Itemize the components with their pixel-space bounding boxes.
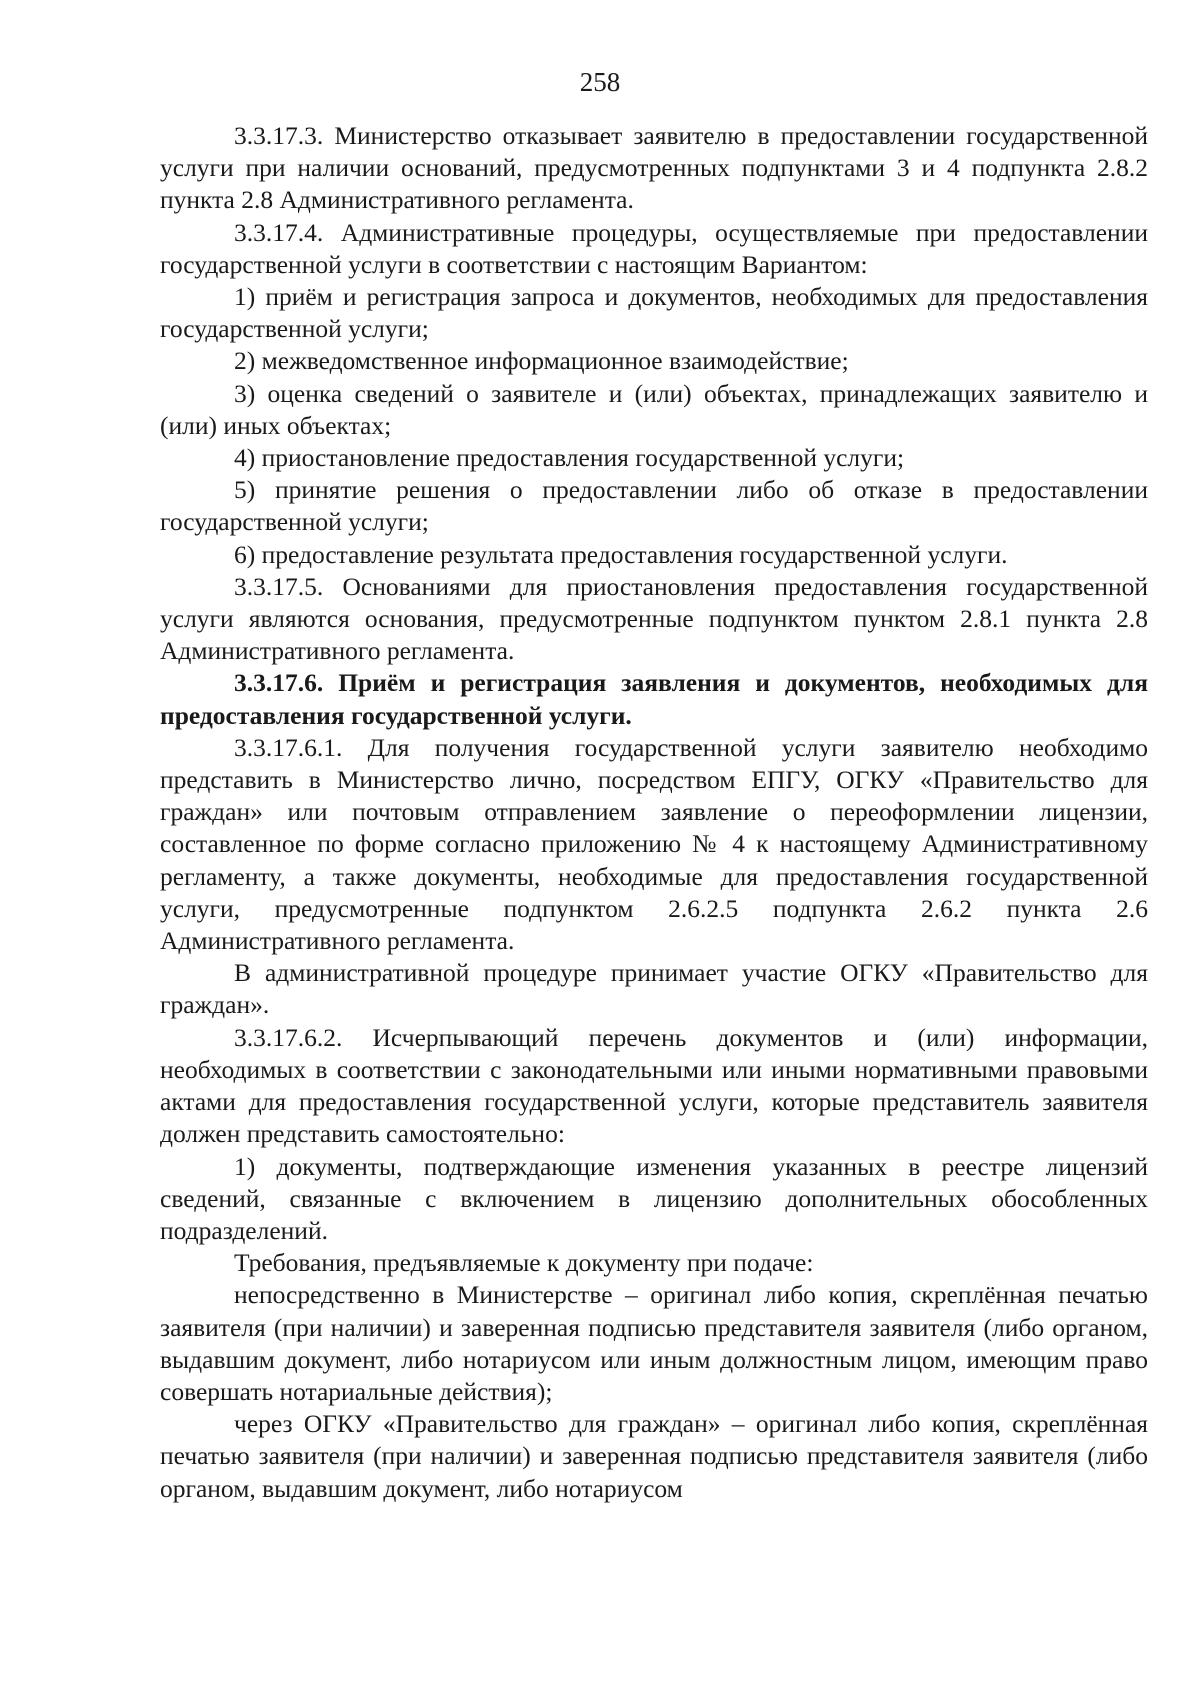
list-item-5: 5) принятие решения о предоставлении либо об отказе в предоставлении государственной услуги; — [160, 475, 1148, 537]
requirements-heading: Требования, предъявляемые к документу при подаче: — [234, 1248, 814, 1278]
list-item-3: 3) оценка сведений о заявителе и (или) объектах, принадлежащих заявителю и (или) иных объектах; — [160, 378, 1148, 440]
page-number: 258 — [579, 67, 621, 97]
list-item-1: 1) приём и регистрация запроса и документов, необходимых для предоставления государственной услуги; — [160, 282, 1148, 344]
paragraph-3-3-17-6-1: 3.3.17.6.1. Для получения государственной услуги заявителю необходимо представить в Министерство лично, посредством ЕПГУ, ОГКУ «Правительство для граждан» или почтовым отправлением заявление о переоформлении лицензии, составленное по форме согласно приложению № 4 к настоящему Административному регламенту, а также документы, необходимые для предоставления государственной услуги, предусмотренные подпунктом 2.6.2.5 подпункта 2.6.2 пункта 2.6 Административного регламента. — [160, 732, 1148, 956]
document-list-item-1: 1) документы, подтверждающие изменения указанных в реестре лицензий сведений, связанные с включением в лицензию дополнительных обособленных подразделений. — [160, 1151, 1148, 1245]
list-item-2: 2) межведомственное информационное взаимодействие; — [234, 346, 849, 376]
list-item-4: 4) приостановление предоставления государственной услуги; — [234, 443, 905, 473]
paragraph-participation: В административной процедуре принимает участие ОГКУ «Правительство для граждан». — [160, 958, 1148, 1020]
paragraph-3-3-17-4: 3.3.17.4. Административные процедуры, осуществляемые при предоставлении государственной услуги в соответствии с настоящим Вариантом: — [160, 217, 1148, 279]
paragraph-3-3-17-5: 3.3.17.5. Основаниями для приостановления предоставления государственной услуги являются основания, предусмотренные подпунктом пунктом 2.8.1 пункта 2.8 Административного регламента. — [160, 571, 1148, 666]
requirement-ogku: через ОГКУ «Правительство для граждан» – оригинал либо копия, скреплённая печатью заявителя (при наличии) и заверенная подписью представителя заявителя (либо органом, выдавшим документ, либо нотариусом — [160, 1409, 1148, 1503]
paragraph-3-3-17-3: 3.3.17.3. Министерство отказывает заявителю в предоставлении государственной услуги при наличии оснований, предусмотренных подпунктами 3 и 4 подпункта 2.8.2 пункта 2.8 Административного регламента. — [160, 121, 1148, 215]
section-heading-3-3-17-6: 3.3.17.6. Приём и регистрация заявления и документов, необходимых для предоставления государственной услуги. — [160, 668, 1148, 730]
document-body — [160, 120, 1148, 1505]
list-item-6: 6) предоставление результата предоставления государственной услуги. — [234, 539, 1008, 569]
requirement-ministry: непосредственно в Министерстве – оригинал либо копия, скреплённая печатью заявителя (при наличии) и заверенная подписью представителя заявителя (либо органом, выдавшим документ, либо нотариусом или иным должностным лицом, имеющим право совершать нотариальные действия); — [160, 1280, 1148, 1406]
paragraph-3-3-17-6-2: 3.3.17.6.2. Исчерпывающий перечень документов и (или) информации, необходимых в соответствии с законодательными или иными нормативными правовыми актами для предоставления государственной услуги, которые представитель заявителя должен представить самостоятельно: — [160, 1022, 1148, 1149]
